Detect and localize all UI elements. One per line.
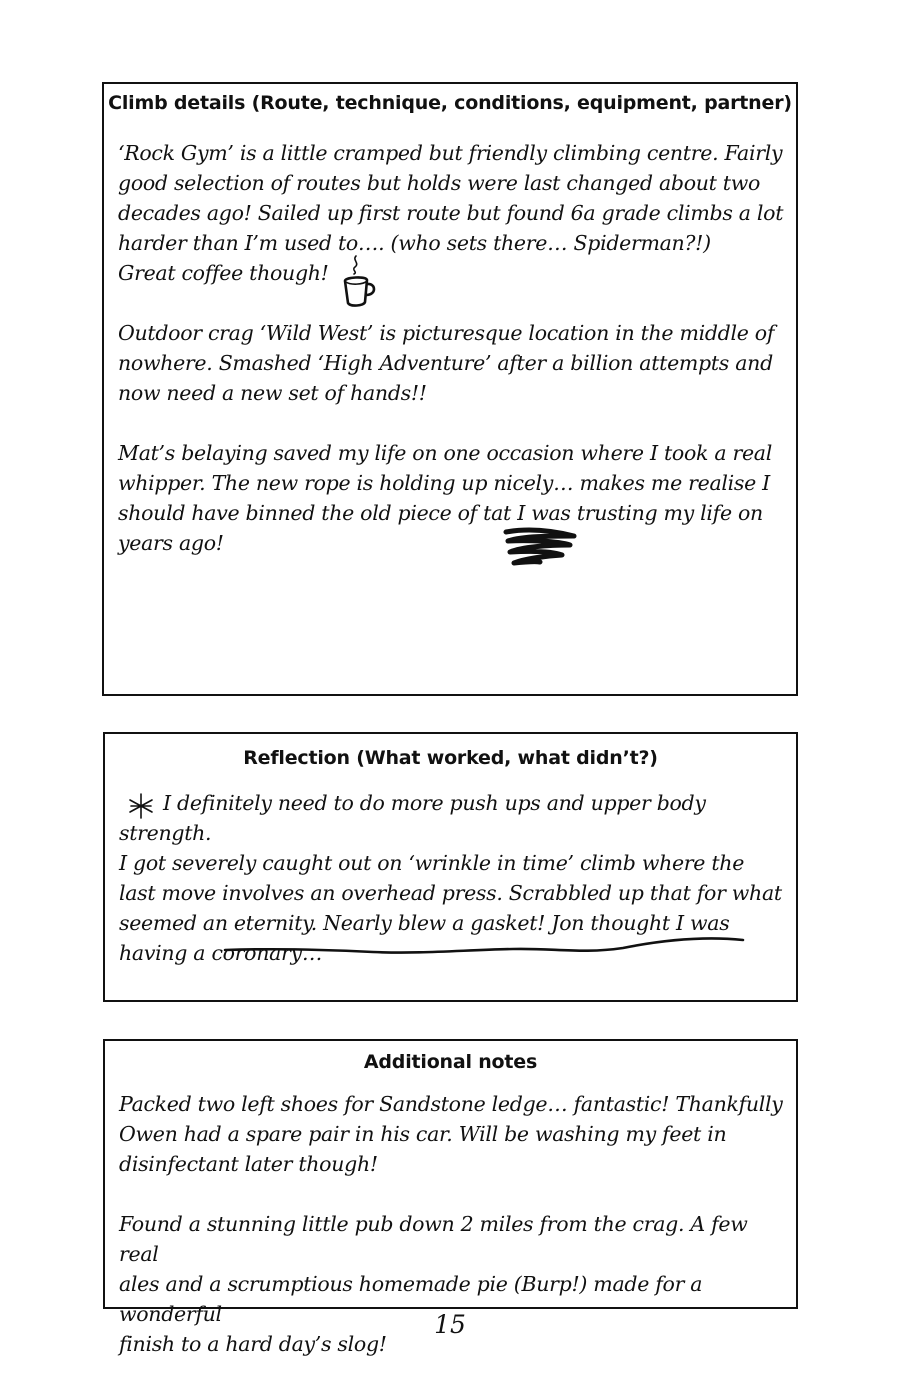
page-number: 15 — [434, 1310, 466, 1339]
additional-notes-heading: Additional notes — [363, 1051, 538, 1073]
scribble-icon — [500, 524, 582, 568]
climb-details-paragraph: ‘Rock Gym’ is a little cramped but friendly climbing centre. Fairly good selection of routes but holds were last changed about two decades ago! Sailed up first route but found 6a grade climbs a lot harder than I’m used to…. (who sets there… Spiderman?!) Great coffee though! — [118, 141, 784, 285]
climb-details-section — [102, 82, 798, 696]
reflection-heading: Reflection (What worked, what didn’t?) — [243, 747, 658, 769]
wavy-underline-icon — [223, 930, 747, 966]
climb-details-paragraph: Outdoor crag ‘Wild West’ is picturesque location in the middle of nowhere. Smashed ‘High Adventure’ after a billion attempts and now need a new set of hands!! — [118, 321, 775, 405]
reflection-section — [103, 732, 798, 1002]
reflection-paragraph: I definitely need to do more push ups and upper body strength. I got severely caught out on ‘wrinkle in time’ climb where the last move involves an overhead press. Scrabbled up that for what seemed an eternity. Nearly blew a gasket! Jon thought I was having a coronary… — [119, 791, 782, 965]
coffee-mug-icon — [338, 254, 388, 312]
climb-details-heading: Climb details (Route, technique, conditions, equipment, partner) — [108, 92, 792, 114]
additional-notes-paragraph: Packed two left shoes for Sandstone ledge… fantastic! Thankfully Owen had a spare pair in his car. Will be washing my feet in disinfectant later though! — [119, 1092, 783, 1176]
additional-notes-paragraph: Found a stunning little pub down 2 miles from the crag. A few real ales and a scrumptious homemade pie (Burp!) made for a wonderful finish to a hard day’s slog! — [119, 1212, 748, 1356]
climb-details-paragraph: Mat’s belaying saved my life on one occasion where I took a real whipper. The new rope is holding up nicely… makes me realise I should have binned the old piece of tat I was trusting my life on years ago! — [118, 441, 772, 555]
